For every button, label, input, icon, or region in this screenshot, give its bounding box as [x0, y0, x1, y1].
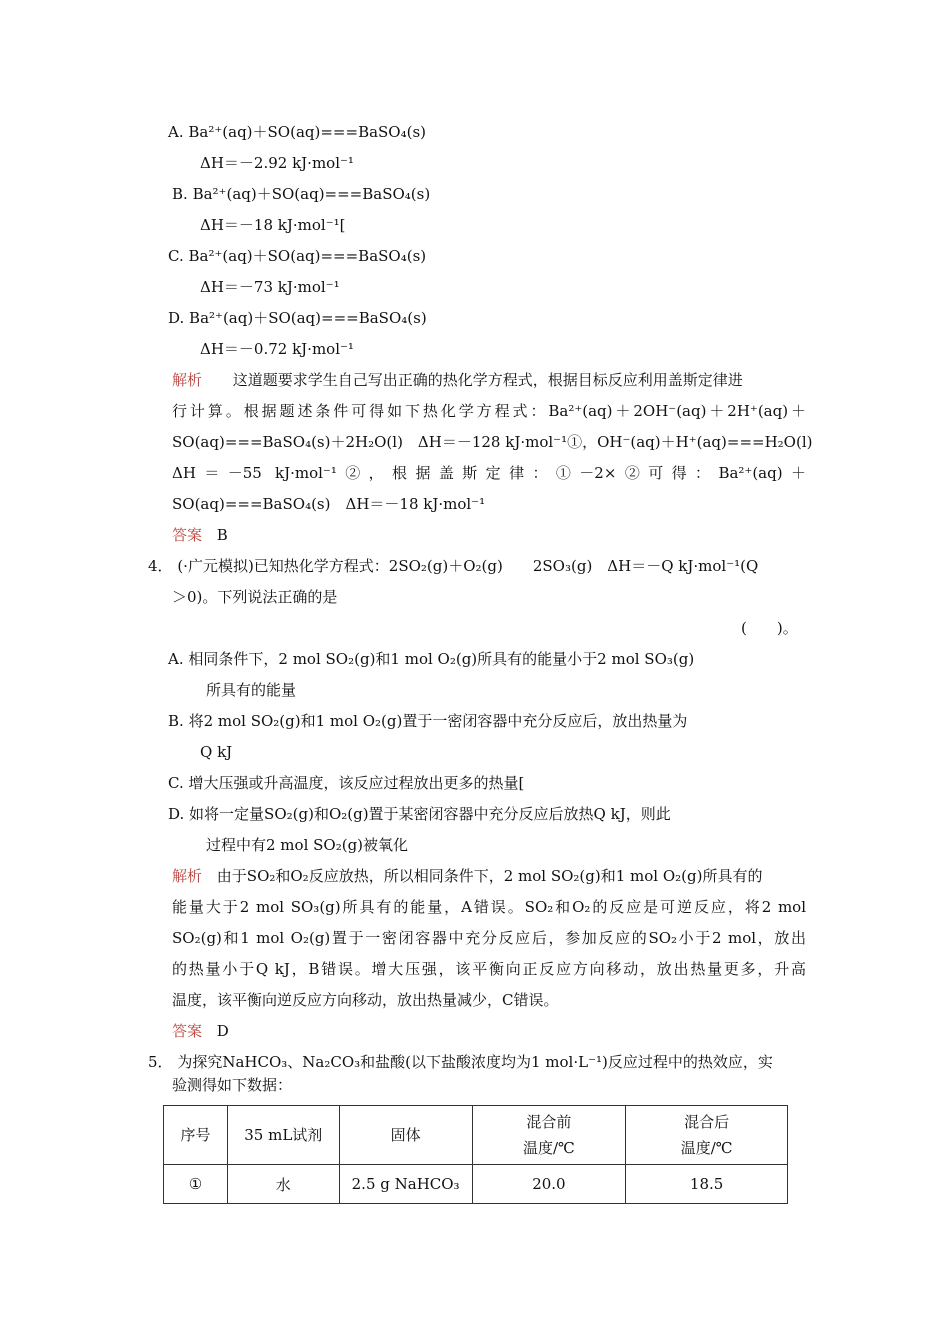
analysis-text: 这道题要求学生自己写出正确的热化学方程式，根据目标反应利用盖斯定律进: [232, 371, 743, 389]
option-letter: A.: [168, 650, 184, 668]
option-letter: B.: [168, 712, 184, 730]
q3-option-d-enthalpy: ΔH＝－0.72 kJ·mol⁻¹: [200, 340, 354, 358]
q3-option-b: [172, 183, 430, 205]
header-cell-solid: 固体: [339, 1106, 472, 1165]
table-header-row: [164, 1106, 788, 1165]
q3-analysis-line-2: 行计算。根据题述条件可得如下热化学方程式：Ba²⁺(aq)＋2OH⁻(aq)＋2H⁺(aq)＋: [172, 402, 806, 420]
q4-option-b-cont: Q kJ: [200, 743, 233, 761]
q3-answer: [172, 524, 228, 546]
cell-temp-after: 18.5: [626, 1165, 788, 1204]
option-text: 如将一定量SO₂(g)和O₂(g)置于某密闭容器中充分反应后放热Q kJ，则此: [189, 805, 671, 823]
q4-answer: [172, 1020, 229, 1042]
option-letter: A.: [168, 123, 184, 141]
q3-option-d: [168, 307, 427, 329]
answer-value: D: [216, 1022, 229, 1040]
option-letter: C.: [168, 247, 184, 265]
q4-analysis-line-4: 的热量小于Q kJ，B错误。增大压强，该平衡向正反应方向移动，放出热量更多，升高: [172, 960, 806, 978]
q4-analysis-line-2: 能量大于2 mol SO₃(g)所具有的能量，A错误。SO₂和O₂的反应是可逆反应，将2 mol: [172, 898, 806, 916]
q4-stem-line-1: [148, 555, 758, 577]
header-cell-reagent: 35 mL试剂: [227, 1106, 339, 1165]
q4-option-d: [168, 803, 671, 825]
cell-index: ①: [164, 1165, 228, 1204]
cell-solid: 2.5 g NaHCO₃: [339, 1165, 472, 1204]
analysis-label: 解析: [172, 867, 203, 885]
cell-temp-before: 20.0: [472, 1165, 626, 1204]
q3-option-c-enthalpy: ΔH＝－73 kJ·mol⁻¹: [200, 278, 340, 296]
option-letter: C.: [168, 774, 184, 792]
q3-analysis-line-4: ΔH＝－55 kJ·mol⁻¹②，根据盖斯定律：①－2×②可得：Ba²⁺(aq)＋: [172, 464, 806, 482]
option-letter: B.: [172, 185, 188, 203]
q4-stem-line-2: ＞0)。下列说法正确的是: [172, 588, 338, 606]
q4-option-a: [168, 648, 694, 670]
question-stem: 为探究NaHCO₃、Na₂CO₃和盐酸(以下盐酸浓度均为1 mol·L⁻¹)反应过程中的热效应，实: [177, 1053, 773, 1071]
q4-option-b: [168, 710, 687, 732]
q3-analysis-line-5: SO(aq)===BaSO₄(s) ΔH＝－18 kJ·mol⁻¹: [172, 495, 486, 513]
option-text: 将2 mol SO₂(g)和1 mol O₂(g)置于一密闭容器中充分反应后，放出热量为: [188, 712, 688, 730]
option-text: 增大压强或升高温度，该反应过程放出更多的热量[: [188, 774, 525, 792]
q4-analysis-line-1: [172, 865, 762, 887]
cell-reagent: 水: [227, 1165, 339, 1204]
q5-stem-line-1: [148, 1051, 773, 1073]
q3-analysis-line-1: [172, 369, 743, 391]
q4-option-a-cont: 所具有的能量: [206, 681, 297, 699]
header-cell-temp-before: 混合前 温度/℃: [472, 1106, 626, 1165]
answer-value: B: [216, 526, 228, 544]
q4-analysis-line-3: SO₂(g)和1 mol O₂(g)置于一密闭容器中充分反应后，参加反应的SO₂小于2 mol，放出: [172, 929, 806, 947]
option-equation: Ba²⁺(aq)＋SO(aq)===BaSO₄(s): [188, 247, 427, 265]
q5-stem-line-2: 验测得如下数据：: [172, 1076, 293, 1094]
header-cell-index: 序号: [164, 1106, 228, 1165]
q3-analysis-line-3: SO(aq)===BaSO₄(s)＋2H₂O(l) ΔH＝－128 kJ·mol⁻¹①，OH⁻(aq)＋H⁺(aq)===H₂O(l): [172, 433, 813, 451]
analysis-label: 解析: [172, 371, 203, 389]
question-number: 5．: [148, 1053, 173, 1071]
option-letter: D.: [168, 805, 185, 823]
option-letter: D.: [168, 309, 185, 327]
option-text: 相同条件下，2 mol SO₂(g)和1 mol O₂(g)所具有的能量小于2 mol SO₃(g): [188, 650, 695, 668]
q3-option-b-enthalpy: ΔH＝－18 kJ·mol⁻¹[: [200, 216, 346, 234]
q3-option-c: [168, 245, 426, 267]
q3-option-a: [168, 121, 426, 143]
option-equation: Ba²⁺(aq)＋SO(aq)===BaSO₄(s): [189, 309, 427, 327]
option-equation: Ba²⁺(aq)＋SO(aq)===BaSO₄(s): [192, 185, 431, 203]
q4-option-c: [168, 772, 524, 794]
experiment-data-table: [163, 1105, 788, 1204]
header-cell-temp-after: 混合后 温度/℃: [626, 1106, 788, 1165]
table-row: [164, 1165, 788, 1204]
analysis-text: 由于SO₂和O₂反应放热，所以相同条件下，2 mol SO₂(g)和1 mol O₂(g)所具有的: [216, 867, 763, 885]
answer-label: 答案: [172, 1022, 203, 1040]
q4-analysis-line-5: 温度，该平衡向逆反应方向移动，放出热量减少，C错误。: [172, 991, 559, 1009]
question-number: 4．: [148, 557, 173, 575]
option-equation: Ba²⁺(aq)＋SO(aq)===BaSO₄(s): [188, 123, 427, 141]
q4-answer-blank: ( )。: [741, 619, 798, 637]
answer-label: 答案: [172, 526, 203, 544]
q3-option-a-enthalpy: ΔH＝－2.92 kJ·mol⁻¹: [200, 154, 354, 172]
q4-option-d-cont: 过程中有2 mol SO₂(g)被氧化: [206, 836, 409, 854]
question-stem: (·广元模拟)已知热化学方程式：2SO₂(g)＋O₂(g) 2SO₃(g) ΔH＝－Q kJ·mol⁻¹(Q: [177, 557, 759, 575]
